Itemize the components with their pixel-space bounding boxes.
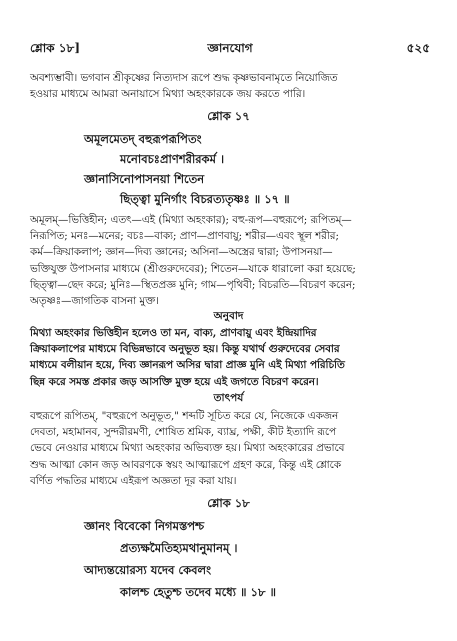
translation-line: মিথ্যা অহংকার ভিত্তিহীন হলেও তা মন, বাক্য, প্রাণবায়ু এবং ইন্দ্রিয়াদির [30,327,317,339]
synonyms-line: কর্ম—ক্রিয়াকলাপ; জ্ঞান—দিব্য জ্ঞানের; অসিনা—অস্ত্রের দ্বারা; উপাসনয়া— [30,246,333,259]
verse-18-line: কালশ্চ হেতুশ্চ তদেব মধ্যে ॥ ১৮ ॥ [120,585,276,599]
page-number: ৫২৫ [406,41,430,55]
purport-line: বর্ণিত পদ্ধতির মাধ্যমে এইরূপ অজ্ঞতা দূর করা যায়। [30,474,237,487]
purport-heading: তাৎপর্য [213,392,244,404]
synonyms-line: অতৃষ্ণঃ—জাগতিক বাসনা মুক্ত। [30,295,159,308]
intro-paragraph [30,70,428,102]
verse-18-line: আদ্যন্তয়োরস্য যদেব কেবলং [84,563,212,577]
verse-17-line: জ্ঞানাসিনোপাসনয়া শিতেন [84,172,205,186]
verse-17-line: ছিত্ত্বা মুনির্গাং বিচরত্যতৃষ্ণঃ ॥ ১৭ ॥ [120,192,290,206]
synonyms-line: নিরূপিত; মনঃ—মনের; বচঃ—বাক্য; প্রাণ—প্রাণবায়ু; শরীর—এবং স্থূল শরীর; [30,230,339,243]
synonyms-line: ছিত্ত্বা—ছেদ করে; মুনিঃ—স্থিতপ্রজ্ঞ মুনি; গাম—পৃথিবী; বিচরতি—বিচরণ করেন; [30,278,356,291]
intro-line: অবশ্যম্ভাবী। ভগবান শ্রীকৃষ্ণের নিত্যদাস রূপে শুদ্ধ কৃষ্ণভাবনামৃতে নিয়োজিত [30,72,338,84]
translation-line: মাধ্যমে বলীয়ান হয়ে, দিব্য জ্ঞানরূপ অসির দ্বারা প্রাজ্ঞ মুনি এই মিথ্যা পরিচিতি [30,359,345,372]
synonyms-line: ভক্তিযুক্ত উপাসনার মাধ্যমে (শ্রীগুরুদেবের); শিতেন—যাকে ধারালো করা হয়েছে; [30,262,356,275]
header-chapter-title: জ্ঞানযোগ [207,41,253,55]
verse-18-line: জ্ঞানং বিবেকো নিগমস্তপশ্চ [84,519,205,533]
purport-paragraph [30,408,428,489]
verse-17-line: অমূলমেতদ্ বহুরূপরূপিতং [84,132,202,146]
intro-line: হওয়ার মাধ্যমে আমরা অনায়াসে মিথ্যা অহংকারকে জয় করতে পারি। [30,88,306,101]
running-header [30,40,430,56]
purport-line: দেবতা, মহামানব, সুন্দরীরমণী, শোষিত শ্রমিক, ব্যাঘ্র, পক্ষী, কীট ইত্যাদি রূপে [30,426,336,439]
verse-18-line: প্রত্যক্ষমৈতিহ্যমথানুমানম্ । [120,541,238,555]
header-verse-ref: শ্লোক ১৮] [30,41,81,55]
verse-18-label: শ্লোক ১৮ [207,496,250,510]
purport-line: বহুরূপে রূপিতম্, "বহুরূপে অনুভূত," শব্দটি সূচিত করে যে, নিজেকে একজন [30,410,339,422]
synonyms-paragraph [30,212,428,309]
verse-17-label: শ্লোক ১৭ [207,109,250,123]
verse-17-line: মনোবচঃপ্রাণশরীরকর্ম । [120,152,225,166]
translation-line: ক্রিয়াকলাপের মাধ্যমে বিভিন্নভাবে অনুভূত হয়। কিন্তু যথার্থ গুরুদেবের সেবার [30,343,340,356]
purport-line: ভেবে নেওয়ার মাধ্যমে মিথ্যা অহংকার অভিব্যক্ত হয়। মিথ্যা অহংকারের প্রভাবে [30,442,345,455]
purport-line: শুদ্ধ আত্মা কোন জড় আবরণকে স্বয়ং আত্মারূপে গ্রহণ করে, কিন্তু এই শ্লোকে [30,458,341,471]
translation-line: ছিন্ন করে সমস্ত প্রকার জড় আসক্তি মুক্ত হয়ে এই জগতে বিচরণ করেন। [30,375,319,388]
translation-heading: অনুবাদ [213,310,244,322]
synonyms-line: অমূলম্—ভিত্তিহীন; এতৎ—এই (মিথ্যা অহংকার); বহু-রূপ—বহুরূপে; রূপিতম্— [30,214,352,226]
translation-paragraph [30,325,428,390]
